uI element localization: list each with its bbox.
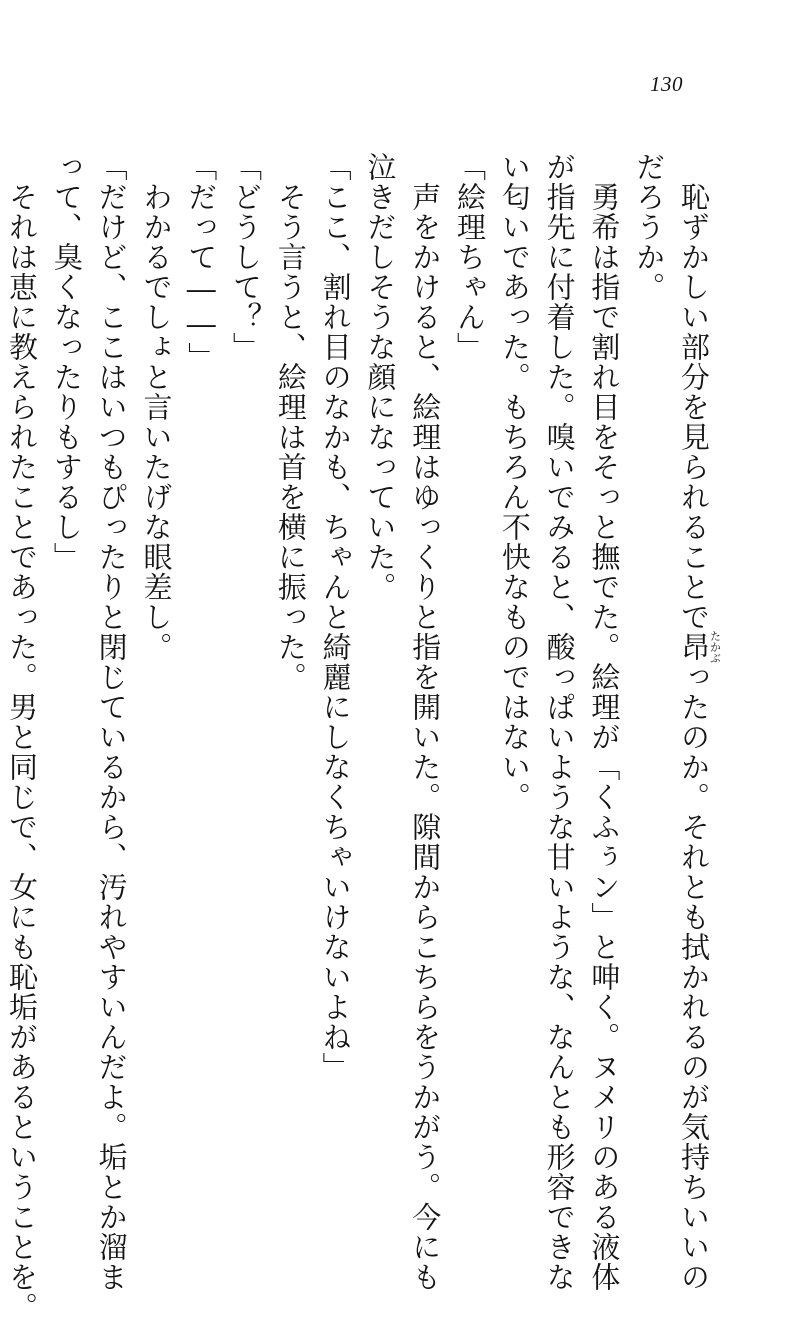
text-line: 「絵理ちゃん」 — [453, 152, 488, 362]
text-line: 泣きだしそうな顔になっていた。 — [363, 152, 398, 602]
text-line: わかるでしょと言いたげな眼差し。 — [139, 152, 174, 662]
ruby-word — [677, 630, 722, 664]
text-line-1 — [671, 152, 722, 1292]
ruby-base: 昂 — [677, 630, 711, 664]
text-line: 「だけど、ここはいつもぴったりと閉じているから、汚れやすいんだよ。垢とか溜ま — [94, 152, 129, 1292]
text-line: 「どうして？」 — [229, 152, 264, 362]
text-line: そう言うと、絵理は首を横に振った。 — [273, 152, 308, 692]
text-line: 「だって――」 — [184, 152, 219, 372]
text-line: 「ここ、割れ目のなかも、ちゃんと綺麗にしなくちゃいけないよね」 — [318, 152, 353, 1082]
text-line: 勇希は指で割れ目をそっと撫でた。絵理が「くふぅン」と呻く。ヌメリのある液体 — [587, 152, 622, 1292]
text-line: だろうか。 — [632, 152, 667, 302]
text-line: が指先に付着した。嗅いでみると、酸っぱいような甘いような、なんとも形容できな — [542, 152, 577, 1292]
text-line: 声をかけると、絵理はゆっくりと指を開いた。隙間からこちらをうかがう。今にも — [408, 152, 443, 1292]
text-line-1-head: 恥ずかしい部分を見られることで — [677, 152, 711, 632]
body-text — [0, 152, 722, 1322]
text-line: って、臭くなったりもするし」 — [49, 152, 84, 572]
text-line-1-tail: ったのか。それとも拭かれるのが気持ちいいの — [677, 662, 711, 1292]
ruby-reading: たかぶ — [708, 630, 722, 664]
page-number: 130 — [650, 72, 683, 96]
text-line: それは恵に教えられたことであった。男と同じで、女にも恥垢があるということを。 — [5, 152, 40, 1322]
text-line: い匂いであった。もちろん不快なものではない。 — [497, 152, 532, 812]
